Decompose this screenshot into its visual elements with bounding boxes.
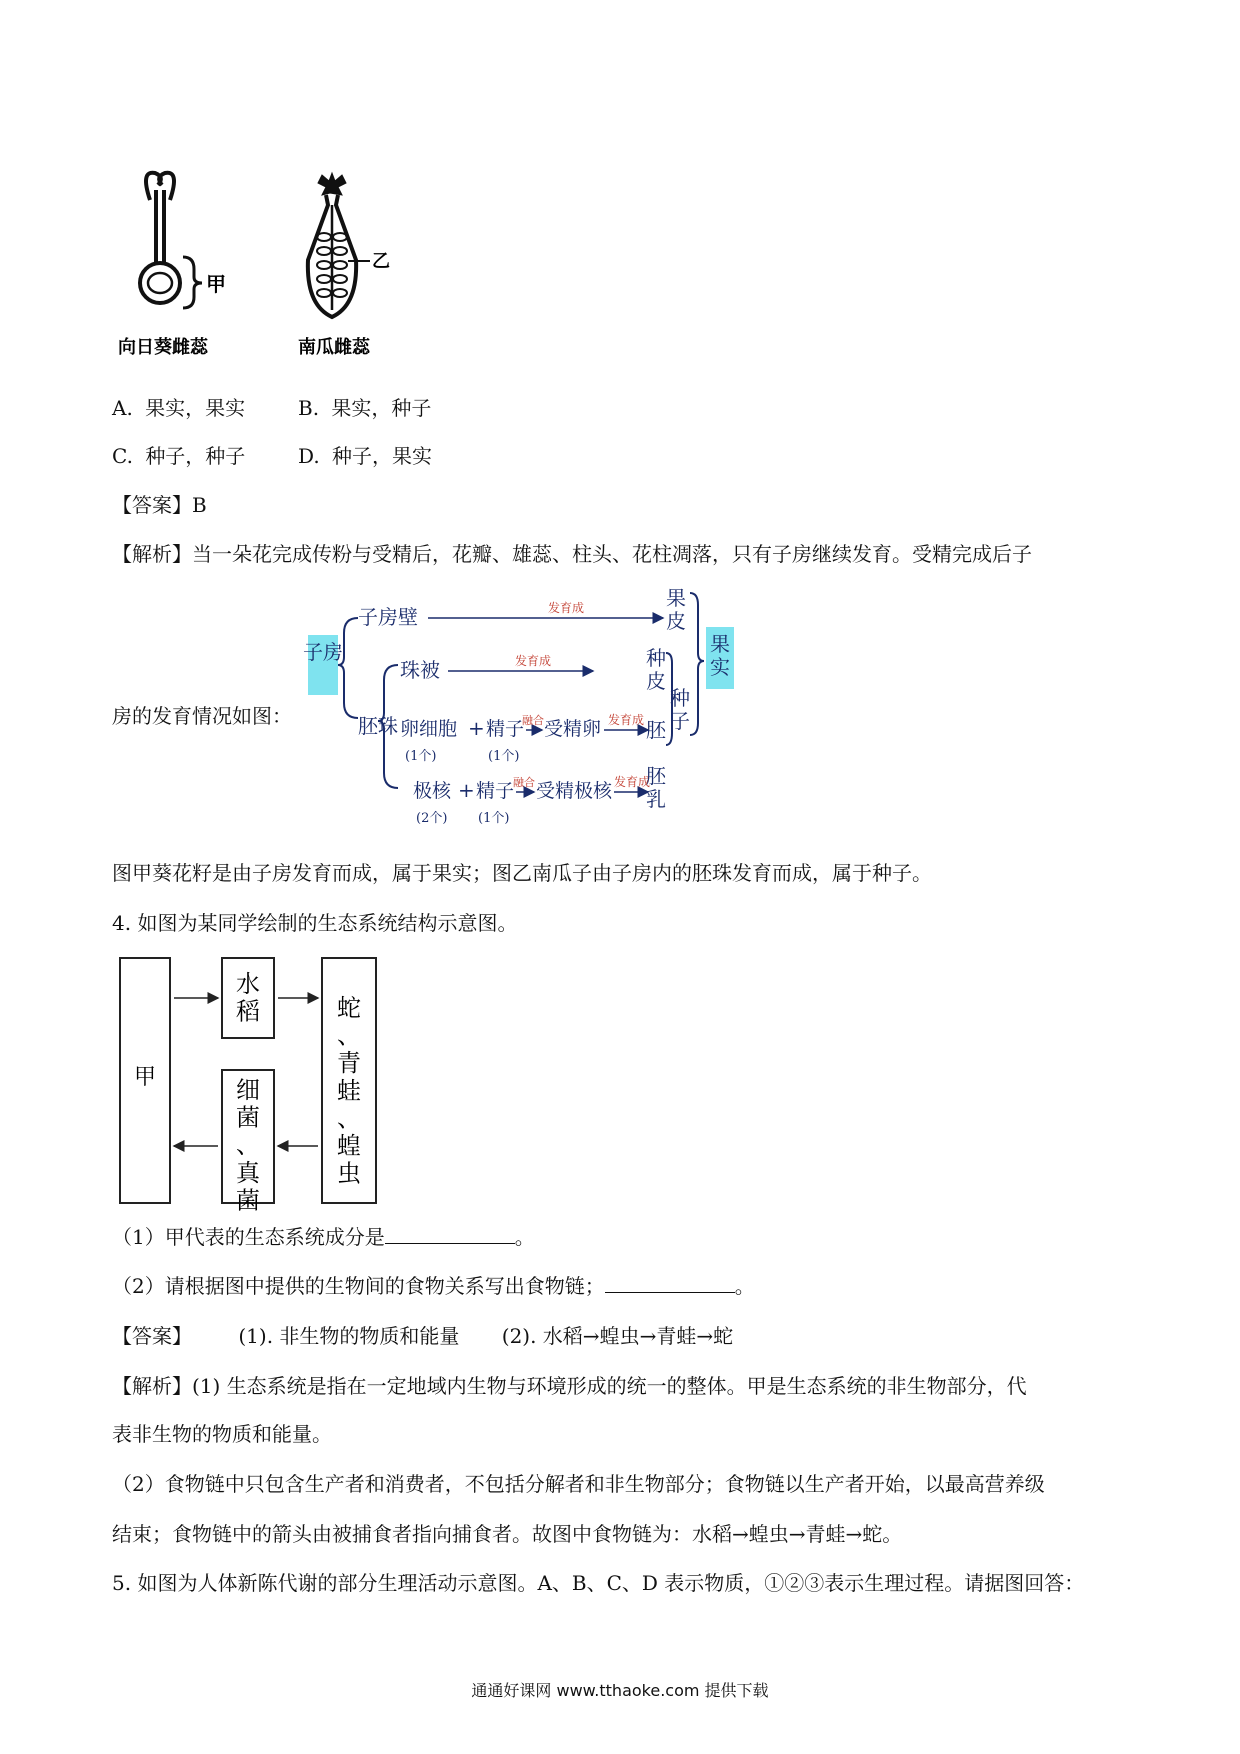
ovary-text: 子房 — [303, 640, 343, 664]
develop-label-3: 发育成 — [607, 713, 645, 727]
ovule-label: 胚珠 — [358, 714, 398, 738]
egg-cell: 卵细胞 — [400, 718, 458, 740]
q3-answer-label: 【答案】 — [112, 493, 192, 517]
pistil-figure — [110, 165, 440, 365]
sunflower-pistil — [140, 173, 202, 308]
svg-text:胚: 胚 — [646, 718, 666, 742]
decomposers-label: 细菌、真菌 — [236, 1076, 260, 1215]
q4-sub1-blank[interactable] — [385, 1225, 515, 1244]
pumpkin-label: 南瓜雌蕊 — [298, 337, 370, 358]
q4-sub1-suffix: 。 — [514, 1225, 535, 1249]
fertilized-polar: 受精极核 — [536, 780, 613, 802]
q4-sub1 — [112, 1224, 535, 1250]
svg-text:果皮: 果皮 — [666, 586, 686, 633]
marker-jia: 甲 — [206, 272, 226, 296]
option-a-letter: A. — [112, 396, 133, 420]
q4-answer-label: 【答案】 — [112, 1324, 192, 1348]
ovary-wall: 子房壁 — [358, 605, 418, 629]
endosperm-label — [646, 764, 667, 811]
q3-analysis-text1: 当一朵花完成传粉与受精后，花瓣、雄蕊、柱头、花柱凋落，只有子房继续发育。受精完成后子 — [192, 542, 1032, 566]
option-d — [298, 443, 432, 469]
pistil-drawings — [110, 165, 440, 365]
develop-label-4: 发育成 — [613, 775, 651, 789]
q4-analysis-line3: （2）食物链中只包含生产者和消费者，不包括分解者和非生物部分；食物链以生产者开始，以最高营养级 — [112, 1472, 1045, 1496]
q4-sub2-prefix: （2）请根据图中提供的生物间的食物关系写出食物链； — [112, 1274, 605, 1298]
fuse-label-2: 融合 — [513, 776, 535, 789]
ovary-diagram-svg — [303, 583, 738, 843]
q4-sub2 — [112, 1273, 755, 1299]
q4-analysis1-text1: (1) 生态系统是指在一定地域内生物与环境形成的统一的整体。甲是生态系统的非生物部分，代 — [192, 1374, 1027, 1398]
option-b-letter: B. — [298, 396, 320, 420]
q3-answer-value: B — [192, 493, 207, 517]
option-b-text: 果实，种子 — [331, 396, 432, 420]
svg-text:胚乳: 胚乳 — [646, 764, 666, 811]
sperm-2: 精子 — [476, 780, 515, 802]
sunflower-label: 向日葵雌蕊 — [118, 337, 208, 358]
page-footer: 通通好课网 www.tthaoke.com 提供下载 — [471, 1681, 769, 1700]
option-b — [298, 395, 431, 421]
embryo-label — [646, 718, 667, 742]
sperm-count-2: (1个) — [478, 811, 510, 826]
sperm-1: 精子 — [486, 718, 525, 740]
pericarp-label — [666, 586, 686, 633]
ovary-label — [303, 640, 343, 664]
develop-label-1: 发育成 — [547, 601, 585, 615]
q4-analysis-line1 — [112, 1373, 1027, 1399]
fruit-label — [710, 632, 730, 679]
q3-analysis-label: 【解析】 — [112, 542, 192, 566]
q4-answer-1: (1). 非生物的物质和能量 — [238, 1324, 460, 1348]
plus-1: + — [468, 716, 485, 740]
sperm-count-1: (1个) — [488, 749, 520, 764]
rice-label: 水稻 — [236, 970, 260, 1026]
svg-text:种皮: 种皮 — [646, 646, 666, 693]
polar-nuclei: 极核 — [413, 780, 452, 802]
seed-coat-label — [646, 646, 666, 693]
consumers-label: 蛇、青蛙、蝗虫 — [337, 994, 361, 1188]
q4-title: 4. 如图为某同学绘制的生态系统结构示意图。 — [112, 911, 518, 935]
marker-yi: 乙 — [372, 251, 390, 272]
svg-text:果实: 果实 — [710, 632, 730, 679]
integument: 珠被 — [400, 658, 440, 682]
option-a — [112, 395, 245, 421]
pumpkin-pistil — [308, 173, 370, 317]
option-d-text: 种子，果实 — [332, 444, 433, 468]
ecosystem-diagram — [118, 956, 378, 1215]
q4-analysis-label: 【解析】 — [112, 1374, 192, 1398]
q3-conclusion: 图甲葵花籽是由子房发育而成，属于果实；图乙南瓜子由子房内的胚珠发育而成，属于种子。 — [112, 861, 932, 885]
q4-analysis-line4: 结束；食物链中的箭头由被捕食者指向捕食者。故图中食物链为：水稻→蝗虫→青蛙→蛇。 — [112, 1522, 903, 1546]
zygote: 受精卵 — [544, 718, 602, 740]
option-d-letter: D. — [298, 444, 320, 468]
option-a-text: 果实，果实 — [145, 396, 246, 420]
q3-answer — [112, 492, 207, 518]
polar-count: (2个) — [416, 811, 448, 826]
q4-answer — [112, 1323, 733, 1349]
q4-sub2-blank[interactable] — [605, 1274, 735, 1293]
q4-analysis-line2: 表非生物的物质和能量。 — [112, 1422, 332, 1446]
egg-count: (1个) — [405, 749, 437, 764]
jia-label: 甲 — [133, 1065, 157, 1090]
q5-title: 5. 如图为人体新陈代谢的部分生理活动示意图。A、B、C、D 表示物质，①②③表示生理过程。请据图回答： — [112, 1571, 1085, 1595]
develop-label-2: 发育成 — [514, 654, 552, 668]
option-c — [112, 443, 245, 469]
q4-sub2-suffix: 。 — [734, 1274, 755, 1298]
option-c-text: 种子，种子 — [145, 444, 246, 468]
q3-analysis-line2: 房的发育情况如图： — [112, 704, 292, 728]
q3-analysis-line1 — [112, 541, 1032, 567]
ovary-development-diagram — [303, 583, 738, 843]
q4-sub1-prefix: （1）甲代表的生态系统成分是 — [112, 1225, 385, 1249]
fuse-label-1: 融合 — [522, 714, 544, 727]
ecosystem-svg — [118, 956, 378, 1215]
svg-text:种子: 种子 — [670, 686, 690, 733]
plus-2: + — [458, 778, 475, 802]
option-c-letter: C. — [112, 444, 133, 468]
q4-answer-2: (2). 水稻→蝗虫→青蛙→蛇 — [501, 1324, 734, 1348]
